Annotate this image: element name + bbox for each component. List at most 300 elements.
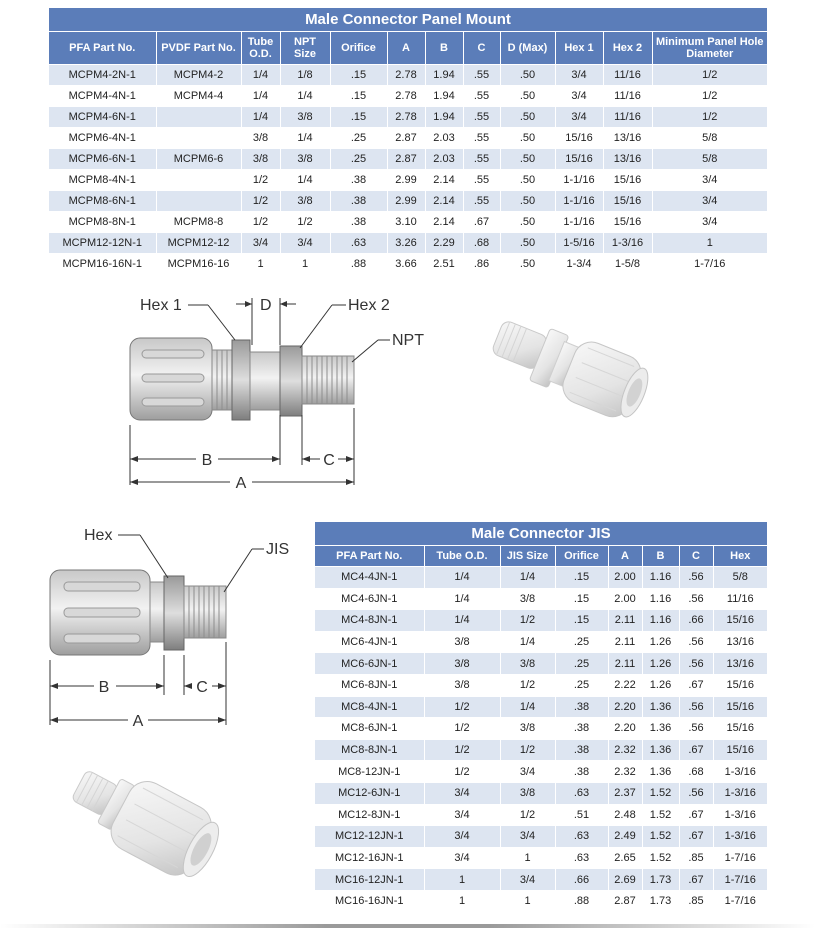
jis-table-cell: 15/16: [713, 718, 767, 740]
panel-mount-table-cell: 2.99: [387, 170, 425, 191]
jis-title: Male Connector JIS: [315, 522, 767, 545]
jis-table-cell: MC8-4JN-1: [315, 696, 424, 718]
jis-table-cell: 13/16: [713, 631, 767, 653]
jis-table-cell: .68: [679, 761, 713, 783]
panel-mount-table-cell: 3/4: [280, 233, 330, 254]
label-jis-a: A: [132, 713, 144, 730]
jis-table-cell: 1/4: [500, 696, 555, 718]
panel-mount-table-cell: 1-3/16: [603, 233, 652, 254]
panel-mount-table-cell: 1/2: [652, 86, 767, 107]
panel-mount-table-cell: 3.66: [387, 254, 425, 275]
jis-table-cell: .67: [679, 869, 713, 891]
panel-mount-table-cell: 5/8: [652, 149, 767, 170]
jis-table-cell: MC16-12JN-1: [315, 869, 424, 891]
jis-table-cell: 3/4: [500, 869, 555, 891]
jis-dimension-drawing: [40, 520, 310, 735]
panel-mount-table-cell: .55: [463, 128, 500, 149]
jis-table-cell: .56: [679, 653, 713, 675]
panel-mount-table-row: [49, 233, 767, 254]
panel-mount-table-cell: .25: [330, 128, 387, 149]
jis-table-cell: 1/4: [500, 631, 555, 653]
jis-body: [315, 567, 767, 912]
panel-mount-table-cell: 2.78: [387, 86, 425, 107]
jis-table-cell: MC6-4JN-1: [315, 631, 424, 653]
panel-mount-table-cell: 3/8: [241, 149, 280, 170]
panel-mount-table-cell: MCPM12-12N-1: [49, 233, 156, 254]
panel-mount-col-header: C: [463, 32, 500, 65]
jis-table-cell: 3/8: [424, 653, 500, 675]
panel-mount-table-cell: 2.14: [425, 170, 463, 191]
panel-mount-table-cell: .50: [500, 65, 555, 86]
panel-mount-table-cell: 1/4: [280, 170, 330, 191]
panel-mount-table-cell: 1-5/16: [555, 233, 603, 254]
panel-mount-table-cell: .50: [500, 86, 555, 107]
jis-table-cell: .56: [679, 588, 713, 610]
jis-table-cell: MC12-12JN-1: [315, 826, 424, 848]
jis-table-row: [315, 674, 767, 696]
panel-mount-table-cell: 2.87: [387, 128, 425, 149]
jis-table-cell: 1/4: [500, 567, 555, 589]
panel-mount-table-cell: 2.03: [425, 149, 463, 170]
jis-table-cell: MC4-6JN-1: [315, 588, 424, 610]
jis-table-cell: .38: [555, 739, 608, 761]
label-b: B: [201, 452, 213, 469]
jis-table-cell: 1: [424, 890, 500, 911]
panel-mount-table-cell: 11/16: [603, 86, 652, 107]
panel-mount-table-cell: [156, 128, 241, 149]
jis-table-cell: 11/16: [713, 588, 767, 610]
jis-table-cell: .67: [679, 804, 713, 826]
jis-table-cell: .67: [679, 739, 713, 761]
panel-mount-table-cell: .88: [330, 254, 387, 275]
panel-mount-table-cell: 3/8: [280, 149, 330, 170]
jis-table-cell: 2.37: [608, 782, 642, 804]
jis-table-cell: 1.36: [642, 696, 679, 718]
jis-table-cell: 3/8: [424, 674, 500, 696]
panel-mount-table-cell: MCPM16-16N-1: [49, 254, 156, 275]
jis-table-cell: 3/8: [500, 782, 555, 804]
panel-mount-table-cell: 3/8: [280, 107, 330, 128]
panel-mount-table-cell: 3/4: [652, 212, 767, 233]
panel-mount-title: Male Connector Panel Mount: [49, 8, 767, 31]
jis-table-cell: 13/16: [713, 653, 767, 675]
jis-table-cell: 15/16: [713, 674, 767, 696]
panel-mount-table-cell: MCPM4-2: [156, 65, 241, 86]
jis-col-header: B: [642, 546, 679, 567]
label-hex2: Hex 2: [348, 297, 390, 314]
jis-table-cell: .67: [679, 826, 713, 848]
jis-table-cell: .56: [679, 631, 713, 653]
panel-mount-table-cell: 1/4: [241, 65, 280, 86]
jis-table-cell: 2.11: [608, 631, 642, 653]
jis-table-cell: MC8-12JN-1: [315, 761, 424, 783]
jis-table-cell: 3/8: [500, 588, 555, 610]
panel-mount-table-row: [49, 170, 767, 191]
panel-mount-table-cell: 1.94: [425, 86, 463, 107]
jis-table-cell: 2.65: [608, 847, 642, 869]
jis-table-row: [315, 567, 767, 589]
panel-mount-table-cell: 1/2: [280, 212, 330, 233]
panel-mount-table-cell: .15: [330, 86, 387, 107]
jis-table-cell: 1.36: [642, 718, 679, 740]
jis-table-cell: .15: [555, 567, 608, 589]
label-hex: Hex: [84, 527, 113, 544]
panel-mount-table-cell: 3/4: [652, 191, 767, 212]
jis-table-cell: 1.52: [642, 826, 679, 848]
jis-table-cell: .66: [679, 610, 713, 632]
panel-mount-table-cell: 1-7/16: [652, 254, 767, 275]
panel-mount-table-cell: 1/2: [241, 170, 280, 191]
jis-hex-nut: [164, 576, 184, 650]
jis-table-cell: 2.69: [608, 869, 642, 891]
jis-table-cell: MC12-8JN-1: [315, 804, 424, 826]
jis-col-header: PFA Part No.: [315, 546, 424, 567]
jis-product-photo: [55, 752, 230, 892]
panel-mount-table-cell: 3/4: [241, 233, 280, 254]
jis-table-cell: .25: [555, 653, 608, 675]
jis-table-cell: 1.73: [642, 869, 679, 891]
panel-mount-table-cell: .50: [500, 149, 555, 170]
panel-mount-table-row: [49, 128, 767, 149]
jis-table-row: [315, 718, 767, 740]
panel-mount-table-cell: 1/4: [280, 128, 330, 149]
panel-mount-table-cell: 2.99: [387, 191, 425, 212]
jis-table-row: [315, 653, 767, 675]
jis-table-cell: 1.52: [642, 782, 679, 804]
panel-mount-table-cell: 2.14: [425, 191, 463, 212]
jis-table-cell: 3/8: [424, 631, 500, 653]
panel-mount-table-cell: .55: [463, 86, 500, 107]
jis-table-cell: 1-7/16: [713, 869, 767, 891]
panel-mount-table-row: [49, 254, 767, 275]
panel-mount-table-cell: 3/4: [555, 65, 603, 86]
jis-table-row: [315, 804, 767, 826]
npt-thread: [302, 356, 354, 404]
jis-col-header: Orifice: [555, 546, 608, 567]
jis-table-cell: 15/16: [713, 696, 767, 718]
jis-table-cell: MC16-16JN-1: [315, 890, 424, 911]
jis-col-header: Hex: [713, 546, 767, 567]
jis-table-cell: .25: [555, 631, 608, 653]
label-jis: JIS: [266, 541, 290, 558]
label-a: A: [235, 475, 247, 492]
jis-table-cell: 1-7/16: [713, 847, 767, 869]
panel-mount-table-row: [49, 212, 767, 233]
panel-mount-table-cell: 15/16: [603, 191, 652, 212]
jis-table-cell: MC8-6JN-1: [315, 718, 424, 740]
panel-mount-table-cell: MCPM8-8N-1: [49, 212, 156, 233]
panel-mount-table-cell: .50: [500, 107, 555, 128]
panel-mount-table-row: [49, 86, 767, 107]
jis-table-cell: 1-7/16: [713, 890, 767, 911]
panel-mount-table-cell: .50: [500, 191, 555, 212]
jis-col-header: A: [608, 546, 642, 567]
panel-mount-table-cell: 13/16: [603, 149, 652, 170]
jis-table-cell: 1/2: [500, 674, 555, 696]
jis-table-cell: .25: [555, 674, 608, 696]
jis-table: [315, 522, 767, 912]
jis-table-cell: 3/4: [500, 761, 555, 783]
jis-table-cell: 1/2: [500, 804, 555, 826]
panel-mount-table-cell: .25: [330, 149, 387, 170]
panel-mount-table-cell: 15/16: [603, 170, 652, 191]
jis-table-row: [315, 869, 767, 891]
panel-mount-table-cell: MCPM4-4: [156, 86, 241, 107]
panel-mount-table-cell: MCPM16-16: [156, 254, 241, 275]
jis-table-cell: 15/16: [713, 739, 767, 761]
panel-mount-col-header: B: [425, 32, 463, 65]
jis-table-cell: 1-3/16: [713, 782, 767, 804]
jis-table-cell: 2.00: [608, 588, 642, 610]
panel-mount-table-cell: 1/4: [241, 86, 280, 107]
jis-table-cell: 2.22: [608, 674, 642, 696]
jis-header-row: [315, 546, 767, 567]
panel-mount-table-cell: .67: [463, 212, 500, 233]
panel-mount-col-header: Hex 2: [603, 32, 652, 65]
jis-table-cell: 1.26: [642, 653, 679, 675]
panel-mount-table-cell: MCPM8-4N-1: [49, 170, 156, 191]
jis-table-cell: 2.87: [608, 890, 642, 911]
panel-mount-col-header: A: [387, 32, 425, 65]
panel-mount-col-header: Tube O.D.: [241, 32, 280, 65]
panel-mount-table-cell: 1/2: [652, 65, 767, 86]
panel-mount-table-cell: .68: [463, 233, 500, 254]
panel-mount-dimension-drawing: [100, 290, 440, 500]
jis-table-cell: .51: [555, 804, 608, 826]
jis-table-cell: .56: [679, 782, 713, 804]
panel-mount-table-cell: 1: [241, 254, 280, 275]
panel-mount-table-cell: 2.51: [425, 254, 463, 275]
panel-mount-table-cell: 2.78: [387, 107, 425, 128]
jis-table-cell: .66: [555, 869, 608, 891]
jis-thread: [184, 586, 226, 638]
label-npt: NPT: [392, 332, 424, 349]
jis-table-cell: 1-3/16: [713, 804, 767, 826]
jis-table-cell: 1.73: [642, 890, 679, 911]
jis-table-cell: .38: [555, 761, 608, 783]
jis-table-cell: 1.52: [642, 804, 679, 826]
panel-mount-table-cell: 1-3/4: [555, 254, 603, 275]
jis-table-cell: 1: [424, 869, 500, 891]
panel-mount-table-cell: .50: [500, 233, 555, 254]
panel-mount-col-header: Orifice: [330, 32, 387, 65]
label-jis-b: B: [98, 679, 110, 696]
jis-table-cell: .67: [679, 674, 713, 696]
jis-table-cell: .88: [555, 890, 608, 911]
panel-mount-table-cell: 3/4: [555, 86, 603, 107]
panel-mount-table-cell: 2.29: [425, 233, 463, 254]
panel-mount-table-cell: [156, 170, 241, 191]
panel-mount-table-cell: 1: [280, 254, 330, 275]
panel-mount-table-cell: .50: [500, 254, 555, 275]
jis-table-cell: 1.26: [642, 631, 679, 653]
panel-mount-table-cell: 15/16: [603, 212, 652, 233]
panel-mount-table-cell: 5/8: [652, 128, 767, 149]
jis-table-cell: .63: [555, 782, 608, 804]
panel-mount-table-cell: 3/8: [280, 191, 330, 212]
panel-mount-table: [49, 8, 767, 274]
jis-table-cell: 2.20: [608, 718, 642, 740]
jis-table-cell: 1-3/16: [713, 761, 767, 783]
jis-table-row: [315, 847, 767, 869]
panel-mount-table-cell: 3/8: [241, 128, 280, 149]
panel-mount-table-cell: .55: [463, 65, 500, 86]
jis-table-cell: 1.16: [642, 610, 679, 632]
panel-mount-col-header: D (Max): [500, 32, 555, 65]
jis-table-cell: 2.11: [608, 653, 642, 675]
panel-mount-table-cell: MCPM4-4N-1: [49, 86, 156, 107]
jis-table-cell: MC6-6JN-1: [315, 653, 424, 675]
panel-mount-table-cell: 1-1/16: [555, 212, 603, 233]
jis-table-cell: 1.16: [642, 567, 679, 589]
panel-mount-table-cell: MCPM8-6N-1: [49, 191, 156, 212]
panel-mount-table-cell: MCPM12-12: [156, 233, 241, 254]
jis-table-cell: 15/16: [713, 610, 767, 632]
panel-mount-table-cell: 1/8: [280, 65, 330, 86]
panel-mount-table-cell: .38: [330, 191, 387, 212]
jis-table-cell: MC12-6JN-1: [315, 782, 424, 804]
panel-mount-table-cell: 1/4: [280, 86, 330, 107]
jis-table-cell: 1: [500, 890, 555, 911]
jis-table-row: [315, 826, 767, 848]
jis-table-cell: 2.00: [608, 567, 642, 589]
jis-table-cell: 1/4: [424, 588, 500, 610]
jis-table-cell: MC4-8JN-1: [315, 610, 424, 632]
panel-mount-table-cell: 13/16: [603, 128, 652, 149]
jis-table-cell: 1/2: [424, 739, 500, 761]
jis-table-cell: 1: [500, 847, 555, 869]
jis-table-cell: 3/4: [424, 804, 500, 826]
jis-table-cell: 1.52: [642, 847, 679, 869]
panel-mount-product-photo: [478, 312, 658, 427]
panel-mount-table-cell: .15: [330, 107, 387, 128]
jis-table-row: [315, 631, 767, 653]
jis-table-cell: 3/4: [424, 782, 500, 804]
panel-mount-table-cell: 1/2: [241, 191, 280, 212]
jis-table-cell: 1/2: [500, 739, 555, 761]
jis-table-cell: 1.16: [642, 588, 679, 610]
panel-mount-table-row: [49, 107, 767, 128]
jis-table-cell: 1.26: [642, 674, 679, 696]
jis-table-cell: 3/8: [500, 718, 555, 740]
jis-table-cell: 1.36: [642, 761, 679, 783]
jis-table-row: [315, 739, 767, 761]
jis-table-cell: 2.49: [608, 826, 642, 848]
panel-mount-table-cell: .38: [330, 170, 387, 191]
jis-table-cell: 3/4: [500, 826, 555, 848]
panel-mount-table-cell: 3.26: [387, 233, 425, 254]
jis-table-cell: 1/2: [424, 761, 500, 783]
panel-mount-table-cell: 2.14: [425, 212, 463, 233]
jis-table-row: [315, 588, 767, 610]
hex1-nut: [232, 340, 250, 420]
jis-table-row: [315, 610, 767, 632]
jis-table-cell: 2.48: [608, 804, 642, 826]
jis-table-cell: .85: [679, 890, 713, 911]
panel-mount-table-cell: MCPM8-8: [156, 212, 241, 233]
panel-mount-table-cell: 2.87: [387, 149, 425, 170]
jis-col-header: Tube O.D.: [424, 546, 500, 567]
panel-mount-table-cell: 11/16: [603, 107, 652, 128]
jis-table-cell: MC6-8JN-1: [315, 674, 424, 696]
panel-mount-table-cell: 1: [652, 233, 767, 254]
jis-table-cell: MC8-8JN-1: [315, 739, 424, 761]
panel-mount-table-cell: .55: [463, 107, 500, 128]
panel-mount-table-cell: .55: [463, 191, 500, 212]
jis-table-cell: 1/4: [424, 567, 500, 589]
jis-table-cell: .56: [679, 567, 713, 589]
panel-mount-table-cell: 1-5/8: [603, 254, 652, 275]
panel-mount-body: [49, 65, 767, 275]
label-jis-c: C: [196, 679, 208, 696]
jis-table-cell: MC4-4JN-1: [315, 567, 424, 589]
jis-table-cell: .56: [679, 718, 713, 740]
jis-table-cell: .85: [679, 847, 713, 869]
bottom-rule: [0, 924, 815, 928]
jis-col-header: C: [679, 546, 713, 567]
panel-mount-table-cell: .86: [463, 254, 500, 275]
label-hex1: Hex 1: [140, 297, 182, 314]
panel-mount-table-cell: [156, 191, 241, 212]
panel-mount-table-cell: 1/2: [652, 107, 767, 128]
panel-mount-table-cell: 3/4: [555, 107, 603, 128]
panel-mount-table-row: [49, 191, 767, 212]
panel-mount-table-cell: .50: [500, 128, 555, 149]
jis-table-cell: 1/2: [424, 718, 500, 740]
panel-mount-col-header: PFA Part No.: [49, 32, 156, 65]
jis-table-row: [315, 696, 767, 718]
label-c: C: [323, 452, 335, 469]
label-d: D: [260, 297, 272, 314]
jis-table-cell: 2.32: [608, 761, 642, 783]
panel-mount-table-cell: MCPM6-6: [156, 149, 241, 170]
panel-mount-table-cell: MCPM4-6N-1: [49, 107, 156, 128]
jis-table-cell: 2.20: [608, 696, 642, 718]
panel-mount-table-cell: 15/16: [555, 149, 603, 170]
jis-table-cell: 3/4: [424, 847, 500, 869]
jis-table-cell: 3/8: [500, 653, 555, 675]
jis-table-row: [315, 761, 767, 783]
jis-table-cell: 2.32: [608, 739, 642, 761]
panel-mount-table-cell: 15/16: [555, 128, 603, 149]
panel-mount-table-cell: 1-1/16: [555, 170, 603, 191]
jis-table-cell: 2.11: [608, 610, 642, 632]
panel-mount-table-cell: .63: [330, 233, 387, 254]
hex2-nut: [280, 346, 302, 416]
jis-table-cell: 3/4: [424, 826, 500, 848]
jis-table-cell: .38: [555, 718, 608, 740]
panel-mount-table-cell: 2.78: [387, 65, 425, 86]
panel-mount-table-row: [49, 65, 767, 86]
jis-table-cell: .63: [555, 847, 608, 869]
panel-mount-table-cell: MCPM6-6N-1: [49, 149, 156, 170]
panel-mount-col-header: Minimum Panel Hole Diameter: [652, 32, 767, 65]
jis-table-cell: 1/2: [500, 610, 555, 632]
panel-mount-table-cell: 2.03: [425, 128, 463, 149]
panel-mount-table-cell: 1/2: [241, 212, 280, 233]
panel-mount-col-header: Hex 1: [555, 32, 603, 65]
panel-mount-table-cell: MCPM4-2N-1: [49, 65, 156, 86]
panel-mount-table-cell: .50: [500, 212, 555, 233]
jis-table-cell: .15: [555, 588, 608, 610]
jis-col-header: JIS Size: [500, 546, 555, 567]
jis-table-cell: MC12-16JN-1: [315, 847, 424, 869]
panel-mount-table-cell: 3.10: [387, 212, 425, 233]
jis-table-cell: .15: [555, 610, 608, 632]
jis-table-cell: 5/8: [713, 567, 767, 589]
panel-mount-table-cell: .50: [500, 170, 555, 191]
panel-mount-col-header: NPT Size: [280, 32, 330, 65]
